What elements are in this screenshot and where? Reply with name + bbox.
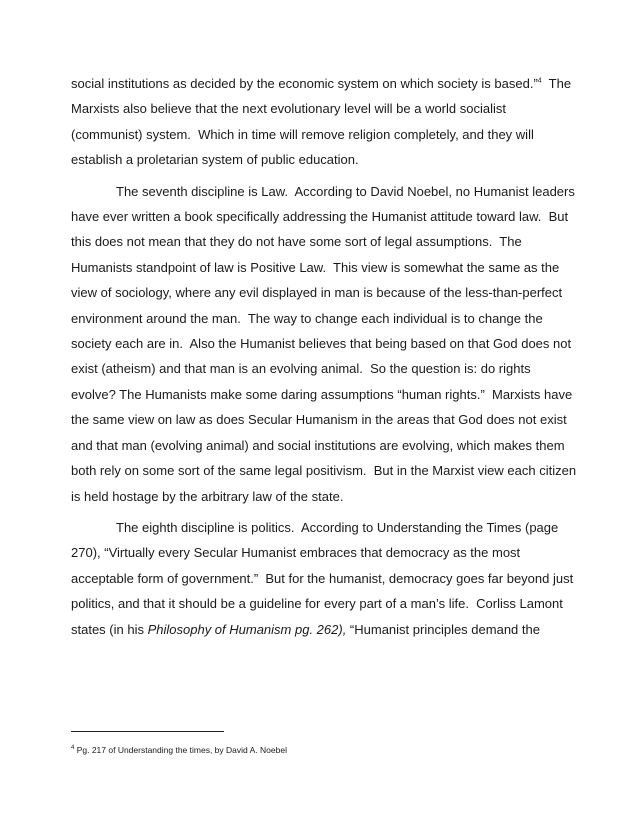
paragraph-1 xyxy=(71,71,572,173)
book-title: Philosophy of Humanism pg. 262), xyxy=(147,621,347,637)
paragraph-2-line: have ever written a book specifically addressing the Humanist attitude toward law. But xyxy=(71,209,569,225)
text-run: “Humanist principles demand the xyxy=(346,621,540,637)
paragraph-1-line-3: (communist) system. Which in time will remove religion completely, and they will xyxy=(71,126,534,142)
paragraph-2-line: the same view on law as does Secular Humanism in the areas that God does not exist xyxy=(71,412,567,428)
footnote-marker: 4 xyxy=(71,745,75,752)
text-run: states (in his xyxy=(71,621,148,637)
paragraph-2-line: environment around the man. The way to change each individual is to change the xyxy=(71,310,543,326)
footnote-text: Pg. 217 of Understanding the times, by David A. Noebel xyxy=(74,745,287,755)
paragraph-2-line: exist (atheism) and that man is an evolving animal. So the question is: do rights xyxy=(71,361,531,377)
paragraph-2-line: society each are in. Also the Humanist believes that being based on that God does not xyxy=(71,336,572,352)
paragraph-2-line: this does not mean that they do not have some sort of legal assumptions. The xyxy=(71,234,522,250)
paragraph-2-line: Humanists standpoint of law is Positive Law. This view is somewhat the same as the xyxy=(71,259,560,275)
text-run: social institutions as decided by the economic system on which society is based.” xyxy=(71,76,538,91)
paragraph-2-line: view of sociology, where any evil displayed in man is because of the less-than-perfect xyxy=(71,285,563,301)
paragraph-2-line: The seventh discipline is Law. According to David Noebel, no Humanist leaders xyxy=(116,183,575,199)
paragraph-3-line-4: politics, and that it should be a guideline for every part of a man’s life. Corliss Lamont xyxy=(71,596,563,612)
paragraph-2-line: both rely on some sort of the same legal positivism. But in the Marxist view each citizen xyxy=(71,463,577,479)
footnote-reference[interactable]: 4 xyxy=(537,77,542,85)
paragraph-3-line-2: 270), “Virtually every Secular Humanist embraces that democracy as the most xyxy=(71,545,521,561)
footnote-separator xyxy=(71,731,224,732)
text-run: The xyxy=(541,76,572,91)
paragraph-3-line-1: The eighth discipline is politics. According to Understanding the Times (page xyxy=(116,519,559,535)
paragraph-1-line-4: establish a proletarian system of public education. xyxy=(71,152,359,168)
paragraph-1-line-2: Marxists also believe that the next evolutionary level will be a world socialist xyxy=(71,101,506,117)
paragraph-2 xyxy=(71,179,577,509)
paragraph-3 xyxy=(71,515,574,642)
footnote xyxy=(71,745,287,755)
paragraph-2-line: and that man (evolving animal) and social institutions are evolving, which makes them xyxy=(71,437,565,453)
paragraph-2-line: evolve? The Humanists make some daring assumptions “human rights.” Marxists have xyxy=(71,386,573,402)
paragraph-2-line: is held hostage by the arbitrary law of the state. xyxy=(71,488,344,504)
paragraph-1-line-1 xyxy=(71,71,572,96)
paragraph-3-line-3: acceptable form of government.” But for the humanist, democracy goes far beyond just xyxy=(71,570,574,586)
paragraph-3-line-5 xyxy=(71,617,568,642)
